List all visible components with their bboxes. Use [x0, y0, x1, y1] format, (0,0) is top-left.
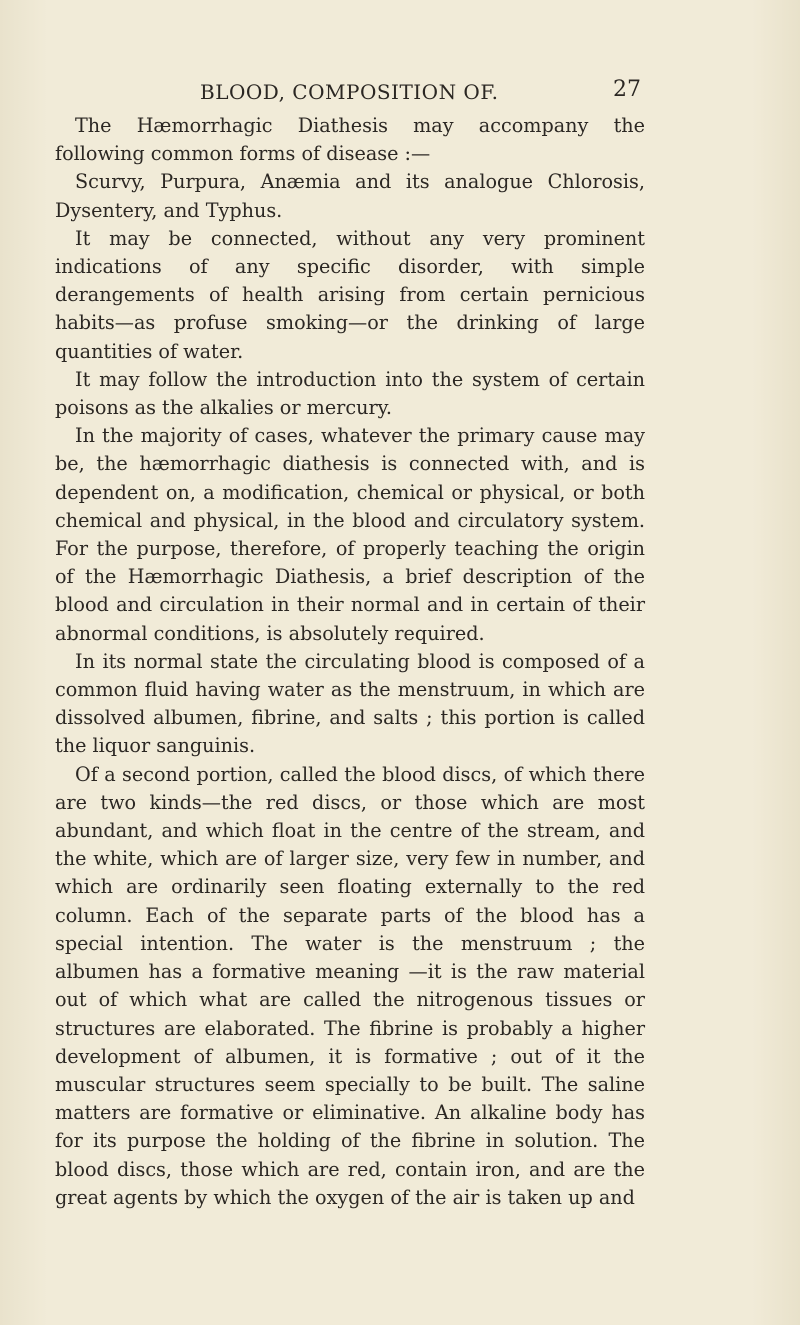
- paragraph-intro: The Hæmorrhagic Diathesis may accompany the following common forms of disease :—: [55, 114, 645, 166]
- paragraph-poisons: It may follow the introduction into the system of certain poisons as the alkalies or mercury.: [55, 367, 645, 420]
- paragraph-normal-state: In its normal state the circulating blood is composed of a common fluid having water as the menstruum, in which are dissolved albumen, fibrine, and salts ; this portion is called the liquor sanguinis.: [55, 649, 645, 758]
- page-number: 27: [613, 77, 641, 102]
- paragraph-blood-discs: Of a second portion, called the blood discs, of which there are two kinds—the red discs, or those which are most abundant, and which float in the centre of the stream, and the white, which are of larger size, very few in number, and which are ordinarily seen floating externally to the red column. Each of the separate parts of the blood has a special intention. The water is the menstruum ; the albumen has a formative meaning —it is the raw material out of which what are called the nitrogenous tissues or structures are elaborated. The fibrine is probably a higher development of albumen, it is formative ; out of it the muscular structures seem specially to be built. The saline matters are formative or eliminative. An alkaline body has for its purpose the holding of the fibrine in solution. The blood discs, those which are red, contain iron, and are the great agents by which the oxygen of the air is taken up and: [55, 762, 645, 1209]
- running-head: BLOOD, COMPOSITION OF.: [200, 80, 499, 104]
- paragraph-majority: In the majority of cases, whatever the primary cause may be, the hæmorrhagic diathesis is connected with, and is dependent on, a modification, chemical or physical, or both chemical and physical, in the blood and circulatory system. For the purpose, therefore, of properly teaching the origin of the Hæmorrhagic Diathesis, a brief description of the blood and circulation in their normal and in certain of their abnormal conditions, is absolutely required.: [55, 424, 645, 645]
- paragraph-disease-list: Scurvy, Purpura, Anæmia and its analogue Chlorosis, Dysentery, and Typhus.: [55, 170, 645, 222]
- paragraph-habits: It may be connected, without any very prominent indications of any specific disorder, with simple derangements of health arising from certain pernicious habits—as profuse smoking—or the drinking of large quantities of water.: [55, 226, 645, 363]
- body-text: [55, 112, 645, 1212]
